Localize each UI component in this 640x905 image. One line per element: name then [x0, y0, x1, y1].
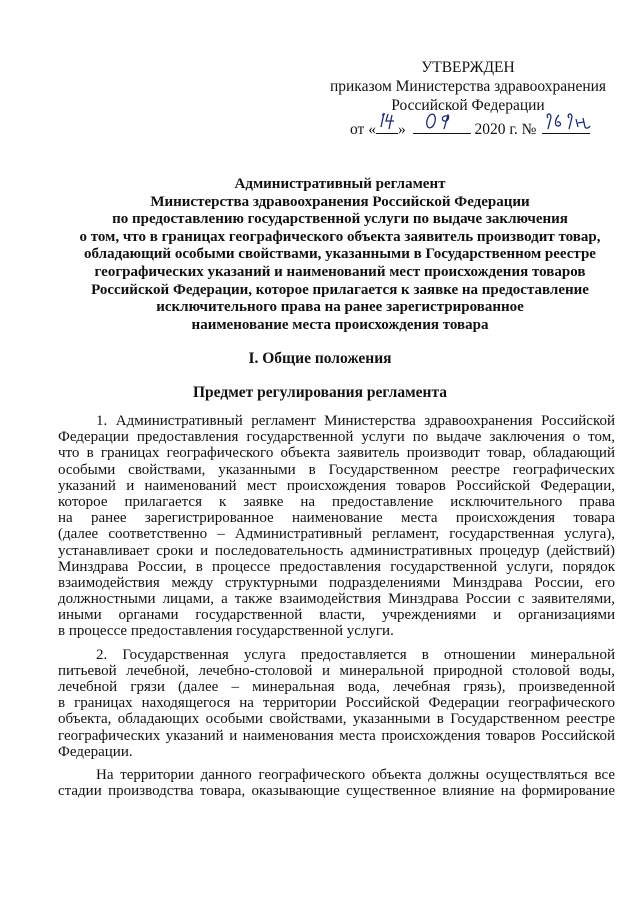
- date-year-number: 2020 г. №: [474, 121, 537, 138]
- text-line: (далее соответственно – Административный регламент, государственная услуга),: [58, 526, 615, 543]
- handwritten-number-ink: [542, 111, 592, 133]
- text-line: 1. Административный регламент Министерства здравоохранения Российской: [96, 413, 615, 429]
- handwritten-day: [376, 116, 398, 134]
- text-line: лечебной грязи (далее – минеральная вода, лечебная грязь), произведенной: [58, 679, 615, 695]
- text-line: иными органами государственной власти, учреждениями и организациями: [58, 607, 615, 624]
- title-line: географических указаний и наименований мест происхождения товаров: [94, 263, 586, 280]
- paragraph-3: [58, 767, 615, 799]
- handwritten-month-ink: [413, 111, 471, 131]
- document-body: [58, 413, 615, 799]
- approval-date-line: [318, 116, 618, 139]
- approval-block: [318, 58, 618, 139]
- paragraph-2: [58, 647, 615, 760]
- text-line: стадии производства товара, оказывающие существенное влияние на формирование: [58, 783, 615, 800]
- handwritten-day-ink: [376, 111, 398, 131]
- text-line: Федерации.: [58, 743, 133, 760]
- text-line: устанавливает сроки и последовательность административных процедур (действий): [58, 542, 615, 559]
- text-line: в границах находящегося на территории Российской Федерации географического: [58, 695, 615, 712]
- title-line: наименование места происхождения товара: [191, 316, 489, 333]
- regulation-title: [40, 176, 640, 334]
- title-line: исключительного права на ранее зарегистрированное: [156, 299, 524, 316]
- text-line: в процессе предоставления государственной услуги.: [58, 623, 394, 640]
- handwritten-month: [413, 116, 471, 134]
- text-line: Федерации предоставления государственной услуги по выдаче заключения о том,: [58, 429, 615, 446]
- title-line: обладающий особыми свойствами, указанными в Государственном реестре: [84, 246, 596, 263]
- title-line: Министерства здравоохранения Российской Федерации: [150, 193, 530, 210]
- date-quote-close: »: [397, 121, 406, 138]
- text-line: на ранее зарегистрированное наименование места происхождения товара: [58, 510, 615, 527]
- text-line: указаний и наименований мест происхождения товаров Российской Федерации,: [58, 477, 615, 494]
- text-line: 2. Государственная услуга предоставляется в отношении минеральной: [96, 646, 615, 663]
- paragraph-1: [58, 413, 615, 640]
- section-subheading: Предмет регулирования регламента: [193, 384, 447, 401]
- text-line: должностными лицами, а также взаимодействия Минздрава России с заявителями,: [58, 591, 615, 608]
- approval-order-line: приказом Министерства здравоохранения: [329, 78, 607, 95]
- text-line: питьевой лечебной, лечебно-столовой и минеральной природной столовой воды,: [58, 662, 615, 679]
- text-line: На территории данного географического объекта должны осуществляться все: [96, 766, 615, 783]
- title-line: по предоставлению государственной услуги по выдаче заключения: [112, 211, 568, 228]
- approval-country-line: Российской Федерации: [391, 97, 545, 114]
- title-line: Российской Федерации, которое прилагается к заявке на предоставление: [91, 281, 589, 298]
- date-from-label: от «: [350, 121, 376, 138]
- handwritten-order-number: [542, 116, 590, 134]
- text-line: что в границах географического объекта заявитель производит товар, обладающий: [58, 445, 615, 462]
- text-line: объекта, обладающих особыми свойствами, указанными в Государственном реестре: [58, 711, 615, 728]
- title-line: Административный регламент: [234, 176, 446, 192]
- section-heading: I. Общие положения: [248, 350, 392, 367]
- approved-label: УТВЕРЖДЕН: [421, 59, 515, 76]
- text-line: взаимодействия между структурными подразделениями Минздрава России, его: [58, 574, 615, 591]
- text-line: которое прилагается к заявке на предоставление исключительного права: [58, 493, 615, 510]
- text-line: особыми свойствами, указанными в Государственном реестре географических: [58, 461, 615, 478]
- text-line: Минздрава России, в процессе предоставления государственной услуги, порядок: [58, 558, 615, 575]
- text-line: географических указаний и наименования места происхождения товаров Российской: [58, 727, 615, 744]
- title-line: о том, что в границах географического объекта заявитель производит товар,: [79, 228, 601, 245]
